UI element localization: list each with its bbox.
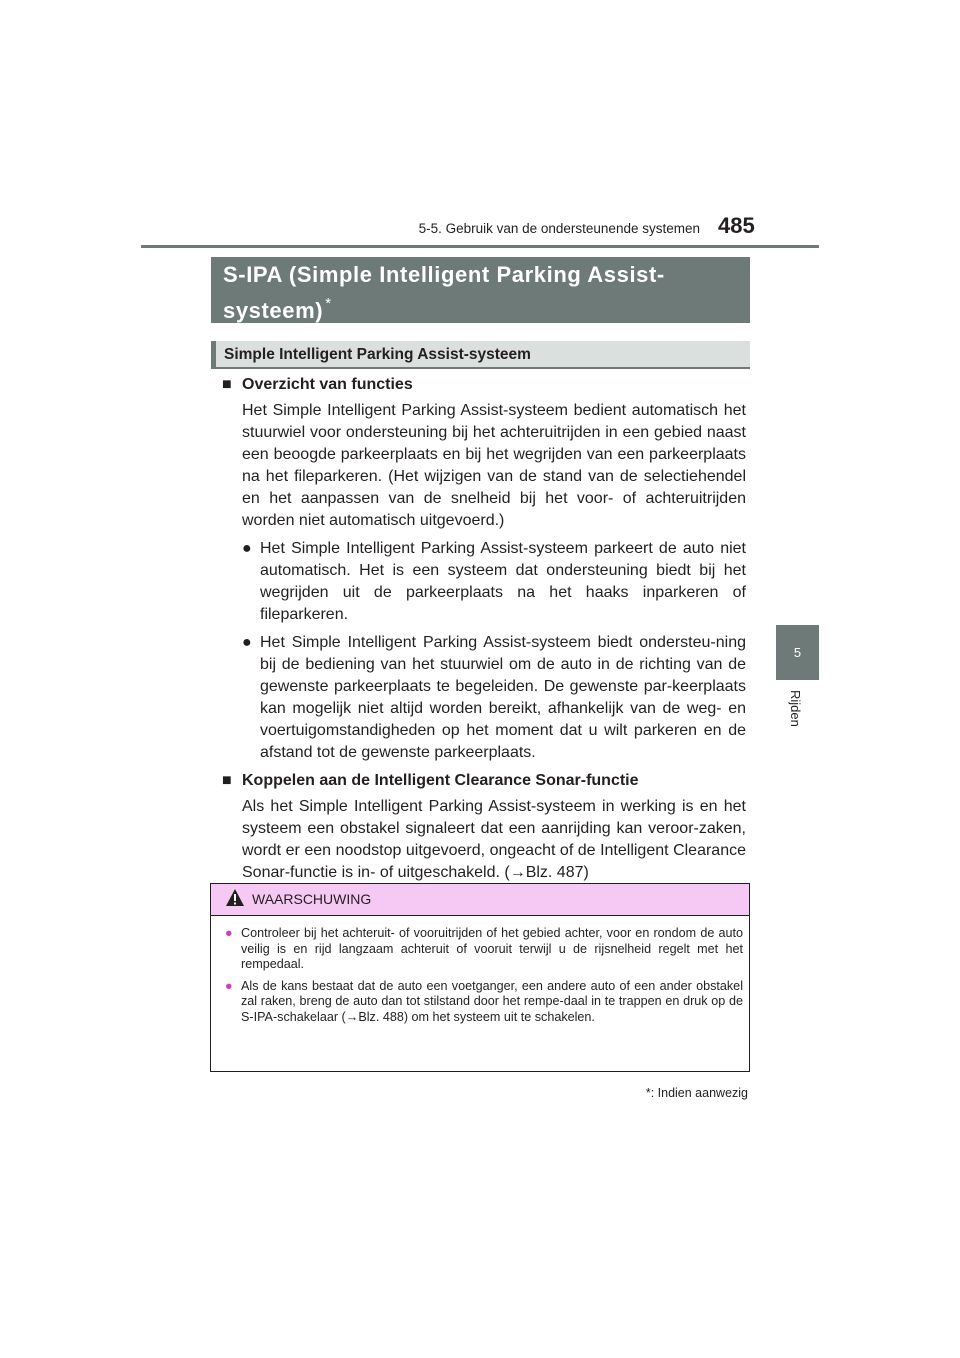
warning-body bbox=[211, 916, 749, 1025]
round-bullet-icon: ● bbox=[242, 634, 252, 651]
warning-item-text: Controleer bij het achteruit- of vooruitrijden of het gebied achter, voor en rondom de auto veilig is en rijd langzaam achteruit of vooruit terwijl u de rijsnelheid regelt met het rempedaal. bbox=[241, 926, 743, 971]
chapter-label: Rijden bbox=[788, 690, 803, 727]
header-rule bbox=[141, 245, 819, 248]
sonar-paragraph: Als het Simple Intelligent Parking Assist-systeem in werking is en het systeem een obstakel signaleert dat een aanrijding kan veroor-zaken, wordt er een noodstop uitgevoerd, ongeacht of de Intelligent Clearance Sonar-functie is in- of uitgeschakeld. (→Blz. 487) bbox=[242, 798, 746, 881]
chapter-tab[interactable] bbox=[776, 625, 819, 680]
title-line-2: systeem) bbox=[223, 298, 324, 323]
square-bullet-icon: ■ bbox=[222, 376, 232, 393]
warning-bullet-icon: ● bbox=[225, 978, 233, 993]
warning-box bbox=[210, 883, 750, 1072]
warning-item-text: Als de kans bestaat dat de auto een voetganger, een andere auto of een ander obstakel zal raken, breng de auto dan tot stilstand door het rempe-daal in te trappen en druk op de S-IPA-schakelaar (→Blz. 488) om het systeem uit te schakelen. bbox=[241, 978, 743, 1024]
subtitle-accent-bar bbox=[211, 341, 216, 367]
header-section-title: 5-5. Gebruik van de ondersteunende systemen bbox=[418, 221, 700, 236]
sonar-heading bbox=[222, 770, 746, 792]
page-title bbox=[211, 257, 750, 323]
overview-bullet-text: Het Simple Intelligent Parking Assist-systeem biedt ondersteu-ning bij de bediening van het stuurwiel om de auto in de richting van de gewenste parkeerplaats te begeleiden. De gewenste par-keerplaats kan mogelijk niet altijd worden bereikt, afhankelijk van de weg- en voertuigomstandigheden op het moment dat u wilt parkeren en de afstand tot de gewenste parkeerplaats. bbox=[260, 634, 746, 761]
main-content bbox=[222, 374, 746, 884]
page-number: 485 bbox=[718, 213, 755, 238]
overview-heading bbox=[222, 374, 746, 396]
section-subtitle bbox=[211, 341, 750, 369]
overview-paragraph: Het Simple Intelligent Parking Assist-systeem bedient automatisch het stuurwiel voor ondersteuning bij het achteruitrijden in een gebied naast een beoogde parkeerplaats en bij het wegrijden van een parkeerplaats na het fileparkeren. (Het wijzigen van de stand van de selectiehendel en het aanpassen van de snelheid bij het voor- of achteruitrijden worden niet automatisch uitgevoerd.) bbox=[242, 402, 746, 529]
footnote: *: Indien aanwezig bbox=[645, 1086, 748, 1100]
round-bullet-icon: ● bbox=[242, 540, 252, 557]
warning-item bbox=[225, 926, 743, 973]
warning-item bbox=[225, 979, 743, 1026]
overview-heading-text: Overzicht van functies bbox=[242, 376, 413, 393]
overview-bullet-text: Het Simple Intelligent Parking Assist-systeem parkeert de auto niet automatisch. Het is een systeem dat ondersteuning biedt bij het wegrijden uit de parkeerplaats na het haaks inparkeren of fileparkeren. bbox=[260, 540, 746, 623]
overview-bullet bbox=[222, 632, 746, 764]
warning-header bbox=[211, 884, 749, 916]
sonar-heading-text: Koppelen aan de Intelligent Clearance Sonar-functie bbox=[242, 772, 639, 789]
warning-triangle-icon bbox=[225, 888, 245, 907]
subtitle-text: Simple Intelligent Parking Assist-systeem bbox=[224, 346, 531, 363]
square-bullet-icon: ■ bbox=[222, 772, 232, 789]
chapter-number: 5 bbox=[793, 645, 802, 660]
title-line-1: S-IPA (Simple Intelligent Parking Assist- bbox=[223, 262, 665, 287]
warning-bullet-icon: ● bbox=[225, 926, 233, 940]
overview-bullet bbox=[222, 538, 746, 626]
warning-title: WAARSCHUWING bbox=[252, 891, 372, 907]
asterisk-mark: * bbox=[325, 295, 332, 312]
